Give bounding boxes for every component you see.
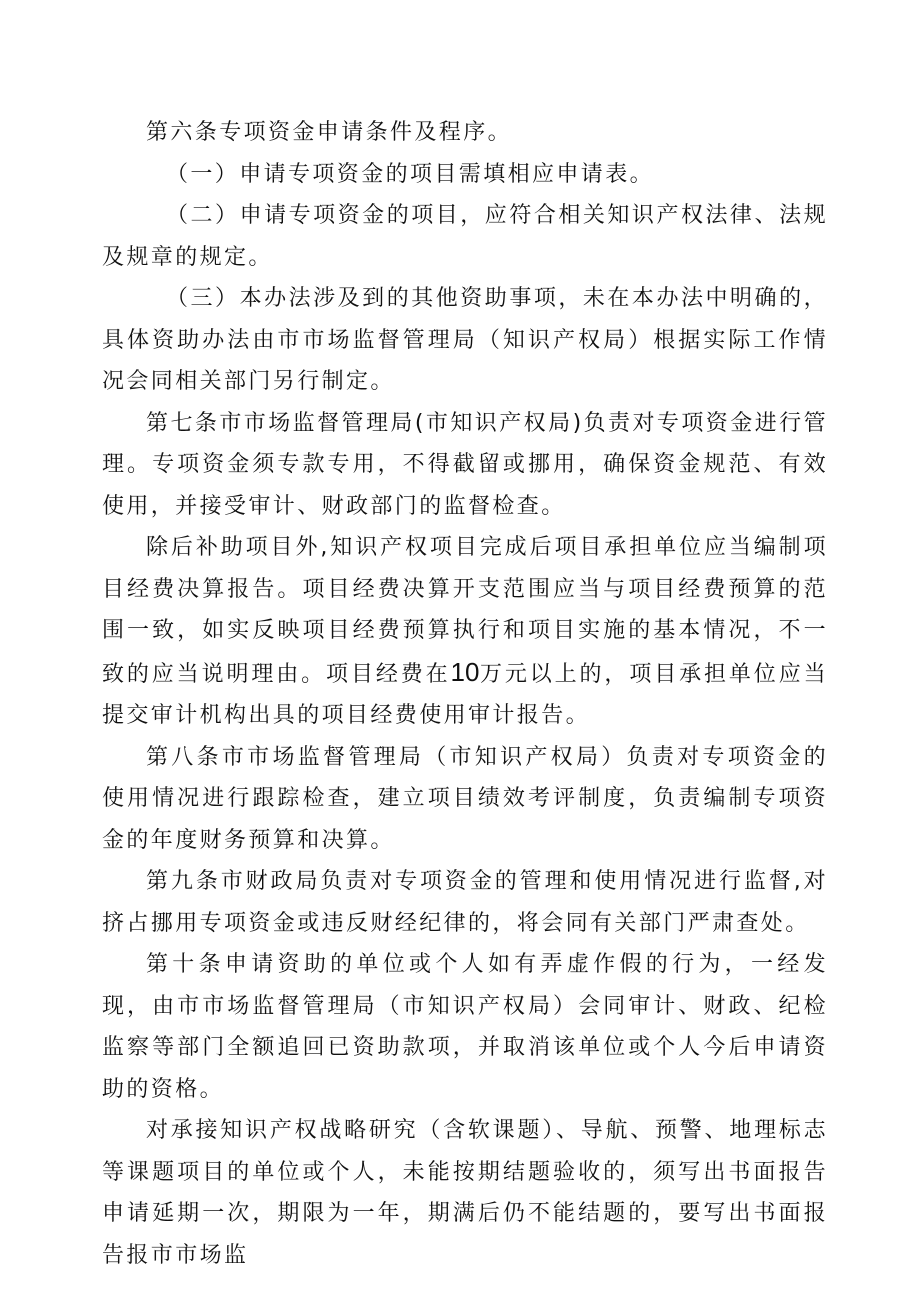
document-body xyxy=(102,112,828,1276)
settlement-text-before: 除后补助项目外,知识产权项目完成后项目承担单位应当编制项目经费决算报告。项目经费决算开支范围应当与项目经费预算的范围一致，如实反映项目经费预算执行和项目实施的基本情况，不一致的应当说明理由。项目经费在 xyxy=(102,535,828,687)
article-7-settlement-paragraph xyxy=(102,527,828,737)
article-10: 第十条申请资助的单位或个人如有弄虚作假的行为，一经发现，由市市场监督管理局（市知识产权局）会同审计、财政、纪检监察等部门全额追回已资助款项，并取消该单位或个人今后申请资助的资格。 xyxy=(102,952,828,1102)
settlement-text-after: 万元以上的，项目承担单位应当提交审计机构出具的项目经费使用审计报告。 xyxy=(102,661,828,728)
article-9: 第九条市财政局负责对专项资金的管理和使用情况进行监督,对挤占挪用专项资金或违反财经纪律的，将会同有关部门严肃查处。 xyxy=(102,869,828,936)
article-6-item-3: （三）本办法涉及到的其他资助事项，未在本办法中明确的，具体资助办法由市市场监督管理局（知识产权局）根据实际工作情况会同相关部门另行制定。 xyxy=(102,286,828,394)
article-6-heading: 第六条专项资金申请条件及程序。 xyxy=(146,120,513,145)
article-6-item-1: （一）申请专项资金的项目需填相应申请表。 xyxy=(166,161,655,187)
amount-threshold: 10 xyxy=(450,656,480,687)
article-6-item-2: （二）申请专项资金的项目，应符合相关知识产权法律、法规及规章的规定。 xyxy=(102,203,828,270)
article-7: 第七条市市场监督管理局(市知识产权局)负责对专项资金进行管理。专项资金须专款专用，不得截留或挪用，确保资金规范、有效使用，并接受审计、财政部门的监督检查。 xyxy=(102,410,828,519)
article-8: 第八条市市场监督管理局（市知识产权局）负责对专项资金的使用情况进行跟踪检查，建立项目绩效考评制度，负责编制专项资金的年度财务预算和决算。 xyxy=(102,744,828,853)
article-10-extension-paragraph: 对承接知识产权战略研究（含软课题）、导航、预警、地理标志等课题项目的单位或个人，未能按期结题验收的，须写出书面报告申请延期一次，期限为一年，期满后仍不能结题的，要写出书面报告报市市场监 xyxy=(102,1118,828,1268)
